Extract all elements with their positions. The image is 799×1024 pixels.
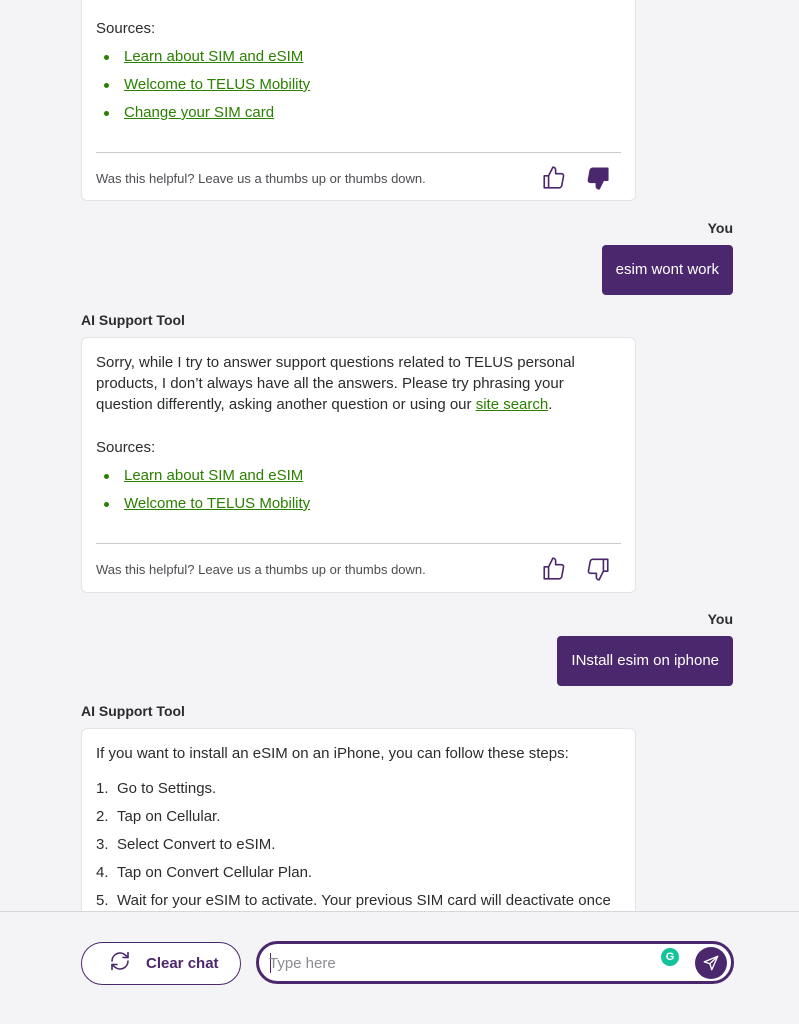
source-link[interactable]: Learn about SIM and eSIM (124, 467, 304, 484)
grammarly-icon[interactable]: G (661, 948, 679, 966)
feedback-row (96, 543, 621, 591)
step-item: 3. Select Convert to eSIM. (96, 836, 276, 853)
user-message-bubble: INstall esim on iphone (557, 636, 733, 686)
step-item: 5. Wait for your eSIM to activate. Your previous SIM card will deactivate once (96, 892, 611, 909)
source-link[interactable]: Welcome to TELUS Mobility (124, 76, 311, 93)
step-item: 4. Tap on Convert Cellular Plan. (96, 864, 313, 881)
chat-input-bar (0, 911, 799, 1024)
bot-response-card (81, 0, 636, 201)
source-item (96, 99, 310, 127)
thumbs-down-icon[interactable] (585, 556, 611, 582)
message-input[interactable] (269, 952, 649, 974)
speaker-label: You (707, 220, 733, 236)
clear-chat-button[interactable] (81, 942, 241, 985)
message-input-container (256, 941, 734, 984)
user-message-bubble: esim wont work (602, 245, 733, 295)
step-item: 2. Tap on Cellular. (96, 808, 221, 825)
thumbs-up-icon[interactable] (541, 556, 567, 582)
source-item (96, 71, 310, 99)
clear-chat-label: Clear chat (146, 955, 219, 972)
source-link[interactable]: Learn about SIM and eSIM (124, 48, 304, 65)
source-link[interactable]: Change your SIM card (124, 104, 275, 121)
feedback-text: Was this helpful? Leave us a thumbs up or thumbs down. (96, 171, 426, 186)
source-link[interactable]: Welcome to TELUS Mobility (124, 495, 311, 512)
sources-title: Sources: (96, 439, 156, 456)
sources-title: Sources: (96, 20, 156, 37)
step-item: 1. Go to Settings. (96, 780, 217, 797)
source-item (96, 490, 310, 518)
feedback-text: Was this helpful? Leave us a thumbs up or thumbs down. (96, 562, 426, 577)
send-button[interactable] (695, 947, 727, 979)
bot-response-card (81, 728, 636, 911)
send-icon (702, 954, 720, 972)
source-item (96, 43, 310, 71)
thumbs-up-icon[interactable] (541, 165, 567, 191)
sources-list (96, 43, 310, 127)
thumbs-down-icon[interactable] (585, 165, 611, 191)
feedback-row (96, 152, 621, 200)
source-item (96, 462, 310, 490)
speaker-label: You (707, 611, 733, 627)
response-text: Sorry, while I try to answer support questions related to TELUS personal products, I don’t always have all the answers. Please try phrasing your question differently, asking another question or using our site search. (96, 354, 575, 413)
steps-list (96, 775, 611, 911)
response-intro: If you want to install an eSIM on an iPhone, you can follow these steps: (96, 745, 569, 762)
bot-response-card (81, 337, 636, 593)
speaker-label: AI Support Tool (81, 312, 185, 328)
sources-list (96, 462, 310, 518)
refresh-icon (108, 949, 132, 978)
speaker-label: AI Support Tool (81, 703, 185, 719)
site-search-link[interactable]: site search (475, 396, 549, 413)
